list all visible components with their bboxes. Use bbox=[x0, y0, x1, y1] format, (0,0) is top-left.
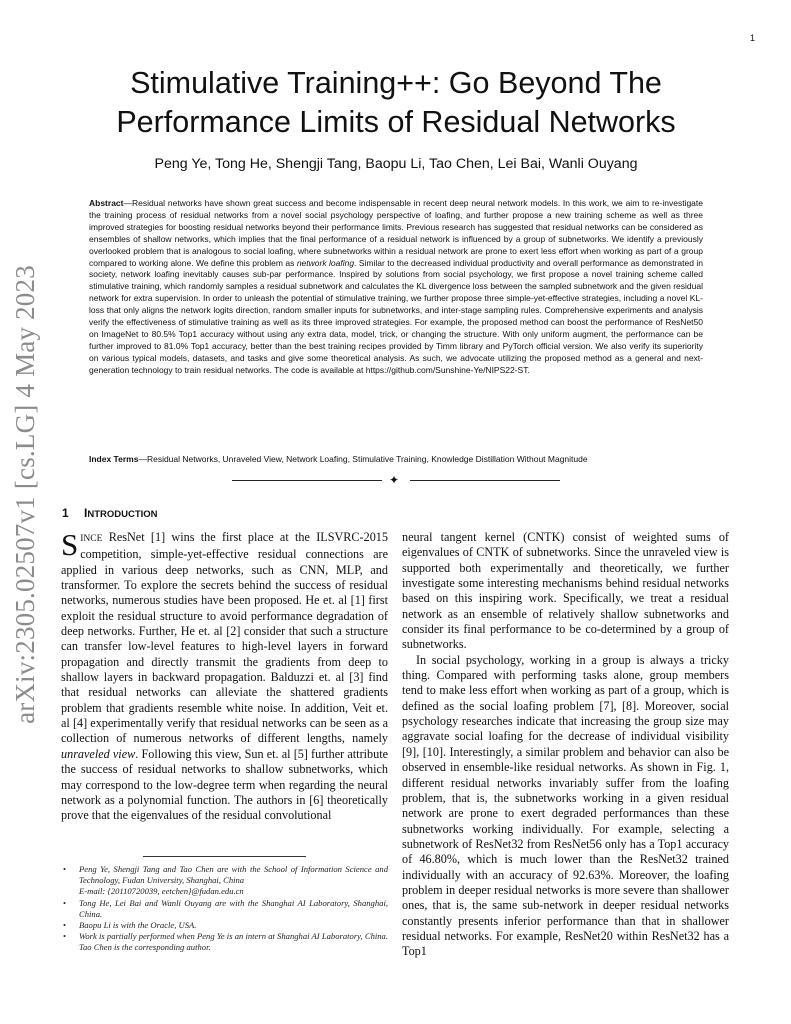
separator-line-left bbox=[232, 480, 382, 481]
author-list: Peng Ye, Tong He, Shengji Tang, Baopu Li, Tao Chen, Lei Bai, Wanli Ouyang bbox=[154, 156, 638, 172]
abstract-text-1: —Residual networks have shown great success and become indispensable in recent deep neural network models. In this work, we aim to re-investigate the training process of residual networks from a novel social psychology perspective of loafing, and further propose a new training scheme as well as three improved strategies for boosting residual networks beyond their performance limits. Previous research has suggested that residual networks can be considered as ensembles of shallow networks, which implies that the final performance of a residual network is influenced by a group of subnetworks. We identify a previously overlooked problem that is analogous to social loafing, where subnetworks within a residual network are prone to exert less effort when working as part of a group compared to working alone. We define this problem as bbox=[89, 198, 703, 268]
footnote-text: Work is partially performed when Peng Ye is an intern at Shanghai AI Laboratory, China. Tao Chen is the corresponding author. bbox=[79, 931, 388, 953]
footnote-text: Peng Ye, Shengji Tang and Tao Chen are with the School of Information Science and Technology, Fudan University, Shanghai, China bbox=[79, 864, 388, 886]
footnote-item bbox=[61, 864, 388, 898]
intro-paragraph-1 bbox=[61, 527, 388, 824]
section-separator bbox=[232, 474, 560, 486]
left-column bbox=[61, 527, 388, 824]
first-word-smallcaps: INCE bbox=[80, 534, 103, 544]
right-paragraph-2: In social psychology, working in a group is always a tricky thing. Compared with performing tasks alone, group members tend to make less effort when working as part of a group, which is defined as the social loafing problem [7], [8]. Moreover, social psychology researches indicate that increasing the group size may aggravate social loafing for the decrease of individual visibility [9], [10]. Interestingly, a similar problem and behavior can also be observed in ensemble-like residual networks. As shown in Fig. 1, different residual networks invariably suffer from the loafing problem, that is, the subnetworks working in a given residual network are prone to exert degraded performances than these subnetworks working individually. For example, selecting a subnetwork of ResNet32 from ResNet56 only has a Top1 accuracy of 46.80%, which is much lower than the ResNet32 trained individually with an accuracy of 92.63%. Moreover, the loafing problem in deeper residual networks is more severe than shallower ones, that is, the same sub-network in deeper residual networks constantly presents inferior performance than that in shallower residual networks. For example, ResNet20 within ResNet32 has a Top1 bbox=[402, 652, 729, 959]
section-number: 1 bbox=[62, 506, 69, 520]
page-number: 1 bbox=[749, 33, 755, 43]
index-terms bbox=[89, 453, 703, 465]
index-terms-text: —Residual Networks, Unraveled View, Network Loafing, Stimulative Training, Knowledge Distillation Without Magnitude bbox=[138, 454, 588, 464]
footnote-text: Tong He, Lei Bai and Wanli Ouyang are with the Shanghai AI Laboratory, Shanghai, China. bbox=[79, 897, 388, 919]
footnote-item bbox=[61, 931, 388, 953]
section-title-initial: I bbox=[84, 506, 88, 520]
footnote-email: E-mail: {20110720039, eetchen}@fudan.edu.cn bbox=[79, 886, 244, 897]
intro-text-2: . Following this view, Sun et. al [5] further attribute the success of residual networks to shallow subnetworks, which may correspond to the low-degree term when regarding the neural network as a polynomial function. The authors in [6] theoretically prove that the eigenvalues of the residual convolutional bbox=[61, 746, 388, 823]
arxiv-stamp-text: arXiv:2305.02507v1 [cs.LG] 4 May 2023 bbox=[9, 264, 40, 724]
section-title-rest: NTRODUCTION bbox=[87, 509, 158, 520]
separator-line-right bbox=[410, 480, 560, 481]
index-terms-label: Index Terms bbox=[89, 454, 139, 464]
intro-emphasis: unraveled view bbox=[61, 746, 136, 761]
footnote-text: Baopu Li is with the Oracle, USA. bbox=[79, 920, 197, 931]
abstract-emphasis: network loafing bbox=[296, 257, 355, 268]
abstract bbox=[89, 198, 703, 377]
footnote-item bbox=[61, 898, 388, 920]
intro-text-1: ResNet [1] wins the first place at the ILSVRC-2015 competition, simple-yet-effective residual connections are applied in various deep networks, such as CNN, MLP, and transformer. To explore the secrets behind the success of residual networks, numerous studies have been proposed. He et. al [1] first exploit the residual structure to avoid performance degradation of deep networks. Further, He et. al [2] consider that such a structure can transfer low-level features to high-level layers in forward propagation and directly transmit the gradients from deep to shallow layers in backward propagation. Balduzzi et. al [3] find that residual networks can alleviate the shattered gradients problem that gradients resemble white noise. In addition, Veit et. al [4] experimentally verify that residual networks can be seen as a collection of numerous networks of different lengths, namely bbox=[61, 530, 388, 746]
footnote-item bbox=[61, 920, 388, 931]
abstract-label: Abstract bbox=[89, 198, 124, 208]
abstract-text-2: . Similar to the decreased individual productivity and overall performance as demonstrated in society, network loafing inevitably causes sub-par performance. Inspired by solutions from social psychology, we first propose a novel training scheme called stimulative training, which randomly samples a residual subnetwork and calculates the KL divergence loss between the sampled subnetwork and the given residual network for extra supervision. In order to unleash the potential of stimulative training, we further propose three simple-yet-effective strategies, including a novel KL- loss that only aligns the network logits direction, random smaller inputs for subnetworks, and inter-stage sampling rules. Comprehensive experiments and analysis verify the effectiveness of stimulative training as well as its three improved strategies. For example, the proposed method can boost the performance of ResNet50 on ImageNet to 80.5% Top1 accuracy without using any extra data, model, trick, or changing the structure. With only uniform augment, the performance can be further improved to 81.0% Top1 accuracy, better than the best training recipes provided by Timm library and PyTorch official version. We also verify its superiority on various typical models, datasets, and tasks and give some theoretical analysis. As such, we advocate utilizing the proposed method as a general and next-generation technology to train residual networks. The code is available at https://github.com/Sunshine-Ye/NIPS22-ST. bbox=[89, 257, 703, 375]
paper-title: Stimulative Training++: Go Beyond The Performance Limits of Residual Networks bbox=[116, 66, 676, 139]
right-paragraph-1: neural tangent kernel (CNTK) consist of weighted sums of eigenvalues of CNTK of subnetworks. Since the unraveled view is supported both experimentally and theoretically, we further investigate some interesting mechanisms behind residual networks based on this inspiring work. Specifically, we treat a residual network as an ensemble of relatively shallow subnetworks and consider its final performance to be co-determined by a group of subnetworks. bbox=[402, 530, 729, 652]
separator-diamond-icon: ✦ bbox=[389, 473, 400, 487]
right-column bbox=[402, 530, 729, 960]
section-heading bbox=[62, 506, 158, 520]
footnote-rule bbox=[143, 856, 306, 857]
footnotes bbox=[61, 864, 388, 954]
drop-cap: S bbox=[61, 527, 79, 562]
arxiv-stamp bbox=[2, 264, 48, 724]
